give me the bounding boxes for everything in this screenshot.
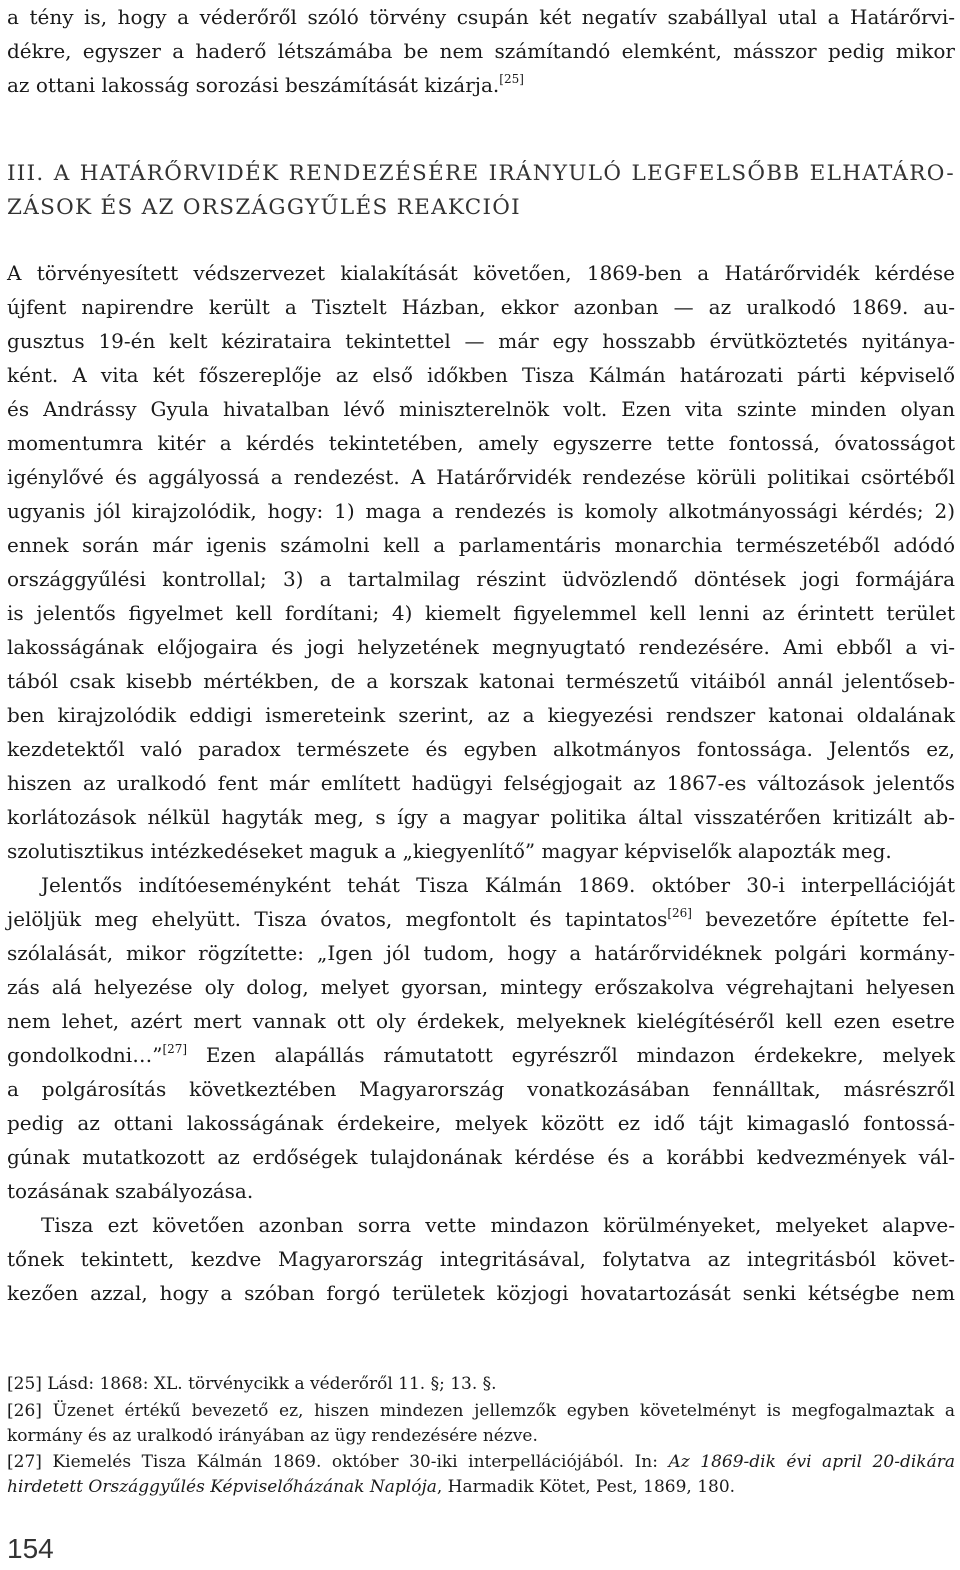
text-line: a polgárosítás következtében Magyarország vonatkozásában fennálltak, másrészről (7, 1077, 955, 1101)
text-line (7, 1038, 955, 1072)
text-line: pedig az ottani lakosságának érdekeire, melyek között ez idő tájt kimagasló fontossá- (7, 1111, 955, 1135)
text-line (7, 68, 955, 102)
text-line: Tisza ezt követően azonban sorra vette mindazon körülményeket, melyeket alapve- (41, 1213, 955, 1237)
text-line: országgyűlési kontrollal; 3) a tartalmilag részint üdvözlendő döntések jogi formájára (7, 567, 955, 591)
text-line: tozásának szabályozása. (7, 1179, 254, 1203)
footnote-25 (7, 1371, 955, 1397)
footnote-number: [26] (7, 1401, 42, 1421)
text-line: A törvényesített védszervezet kialakítását követően, 1869-ben a Határőrvidék kérdése (7, 261, 955, 285)
text-line: kezdetektől való paradox természete és egyben alkotmányos fontossága. Jelentős ez, (7, 737, 955, 761)
text-segment: az ottani lakosság sorozási beszámítását kizárja. (7, 73, 500, 97)
text-line: ennek során már igenis számolni kell a parlamentáris monarchia természetéből adódó (7, 533, 955, 557)
heading-line: III. A HATÁRŐRVIDÉK RENDEZÉSÉRE IRÁNYULÓ LEGFELSŐBB ELHATÁRO- (7, 161, 955, 186)
text-segment: bevezetőre építette fel- (691, 907, 956, 931)
footnote-27 (7, 1449, 955, 1475)
text-segment: jelöljük meg ehelyütt. Tisza óvatos, megfontolt és tapintatos (7, 907, 668, 931)
footnote-26 (7, 1398, 955, 1424)
text-line: és Andrássy Gyula hivatalban lévő miniszterelnök volt. Ezen vita szinte minden olyan (7, 397, 955, 421)
text-line: tából csak kisebb mértékben, de a korszak katonai természetű vitáiból annál jelentőseb- (7, 669, 955, 693)
text-segment: gondolkodni…” (7, 1043, 163, 1067)
footnote-27-cont (7, 1474, 955, 1500)
text-line: momentumra kitér a kérdés tekintetében, amely egyszerre tette fontossá, óvatosságot (7, 431, 955, 455)
footnote-ref[interactable]: [26] (667, 906, 692, 920)
text-line: szolutisztikus intézkedéseket maguk a „kiegyenlítő” magyar képviselők alapozták meg. (7, 839, 892, 863)
text-line: zás alá helyezése oly dolog, melyet gyorsan, mintegy erőszakolva végrehajtani helyesen (7, 975, 955, 999)
text-line: ként. A vita két főszereplője az első időkben Tisza Kálmán határozati párti képviselő (7, 363, 955, 387)
text-line: lakosságának előjogaira és jogi helyzetének megnyugtató rendezésére. Ami ebből a vi- (7, 635, 955, 659)
heading-line: ZÁSOK ÉS AZ ORSZÁGGYŰLÉS REAKCIÓI (7, 195, 521, 220)
footnote-ref[interactable]: [25] (499, 72, 524, 86)
text-line: kezően azzal, hogy a szóban forgó területek közjogi hovatartozását senki kétségbe nem (7, 1281, 955, 1305)
text-line: igénylővé és aggályossá a rendezést. A Határőrvidék rendezése körüli politikai csörtéből (7, 465, 955, 489)
text-line: ben kirajzolódik eddigi ismereteink szerint, az a kiegyezési rendszer katonai oldalának (7, 703, 955, 727)
text-line: a tény is, hogy a véderőről szóló törvény csupán két negatív szabállyal utal a Határőrvi- (7, 5, 955, 29)
page-number: 154 (7, 1533, 54, 1564)
text-line: Jelentős indítóeseményként tehát Tisza Kálmán 1869. október 30-i interpellációját (41, 873, 955, 897)
text-line: szólalását, mikor rögzítette: „Igen jól tudom, hogy a határőrvidéknek polgári kormány- (7, 941, 955, 965)
text-line: nem lehet, azért mert vannak ott oly érdekek, melyeknek kielégítéséről kell ezen esetre (7, 1009, 955, 1033)
footnote-26-cont: kormány és az uralkodó irányában az ügy rendezésére nézve. (7, 1426, 538, 1446)
text-line: is jelentős figyelmet kell fordítani; 4) kiemelt figyelemmel kell lenni az érintett terület (7, 601, 955, 625)
text-segment: Ezen alapállás rámutatott egyrészről mindazon érdekekre, melyek (187, 1043, 955, 1067)
text-line: hiszen az uralkodó fent már említett hadügyi felségjogait az 1867-es változások jelentős (7, 771, 955, 795)
text-line: korlátozások nélkül hagyták meg, s így a magyar politika által visszatérően kritizált ab- (7, 805, 955, 829)
text-line: tőnek tekintett, kezdve Magyarország integritásával, folytatva az integritásból követ- (7, 1247, 955, 1271)
text-line: dékre, egyszer a haderő létszámába be nem számítandó elemként, másszor pedig mikor (7, 39, 955, 63)
footnote-source-title: Az 1869-dik évi april 20-dikára (668, 1452, 955, 1472)
footnote-text: Kiemelés Tisza Kálmán 1869. október 30-iki interpellációjából. In: (52, 1452, 669, 1472)
footnote-number: [25] (7, 1374, 42, 1394)
footnote-text: Lásd: 1868: XL. törvénycikk a véderőről 11. §; 13. §. (47, 1374, 497, 1394)
text-line: gúnak mutatkozott az erdőségek tulajdonának kérdése és a korábbi kedvezmények vál- (7, 1145, 955, 1169)
footnote-ref[interactable]: [27] (162, 1042, 188, 1056)
text-line: ugyanis jól kirajzolódik, hogy: 1) maga a rendezés is komoly alkotmányossági kérdés; 2) (7, 499, 955, 523)
footnote-number: [27] (7, 1452, 42, 1472)
footnote-text: Üzenet értékű bevezető ez, hiszen mindezen jellemzők egyben követelményt is megfogalmaztak a (52, 1401, 955, 1421)
footnote-source-title: hirdetett Országgyűlés Képviselőházának Naplója (7, 1477, 437, 1497)
footnote-text: , Harmadik Kötet, Pest, 1869, 180. (436, 1477, 736, 1497)
text-line: újfent napirendre került a Tisztelt Házban, ekkor azonban — az uralkodó 1869. au- (7, 295, 955, 319)
text-line: gusztus 19-én kelt kézirataira tekintettel — már egy hosszabb érvütköztetés nyitánya- (7, 329, 955, 353)
text-line (7, 902, 955, 936)
